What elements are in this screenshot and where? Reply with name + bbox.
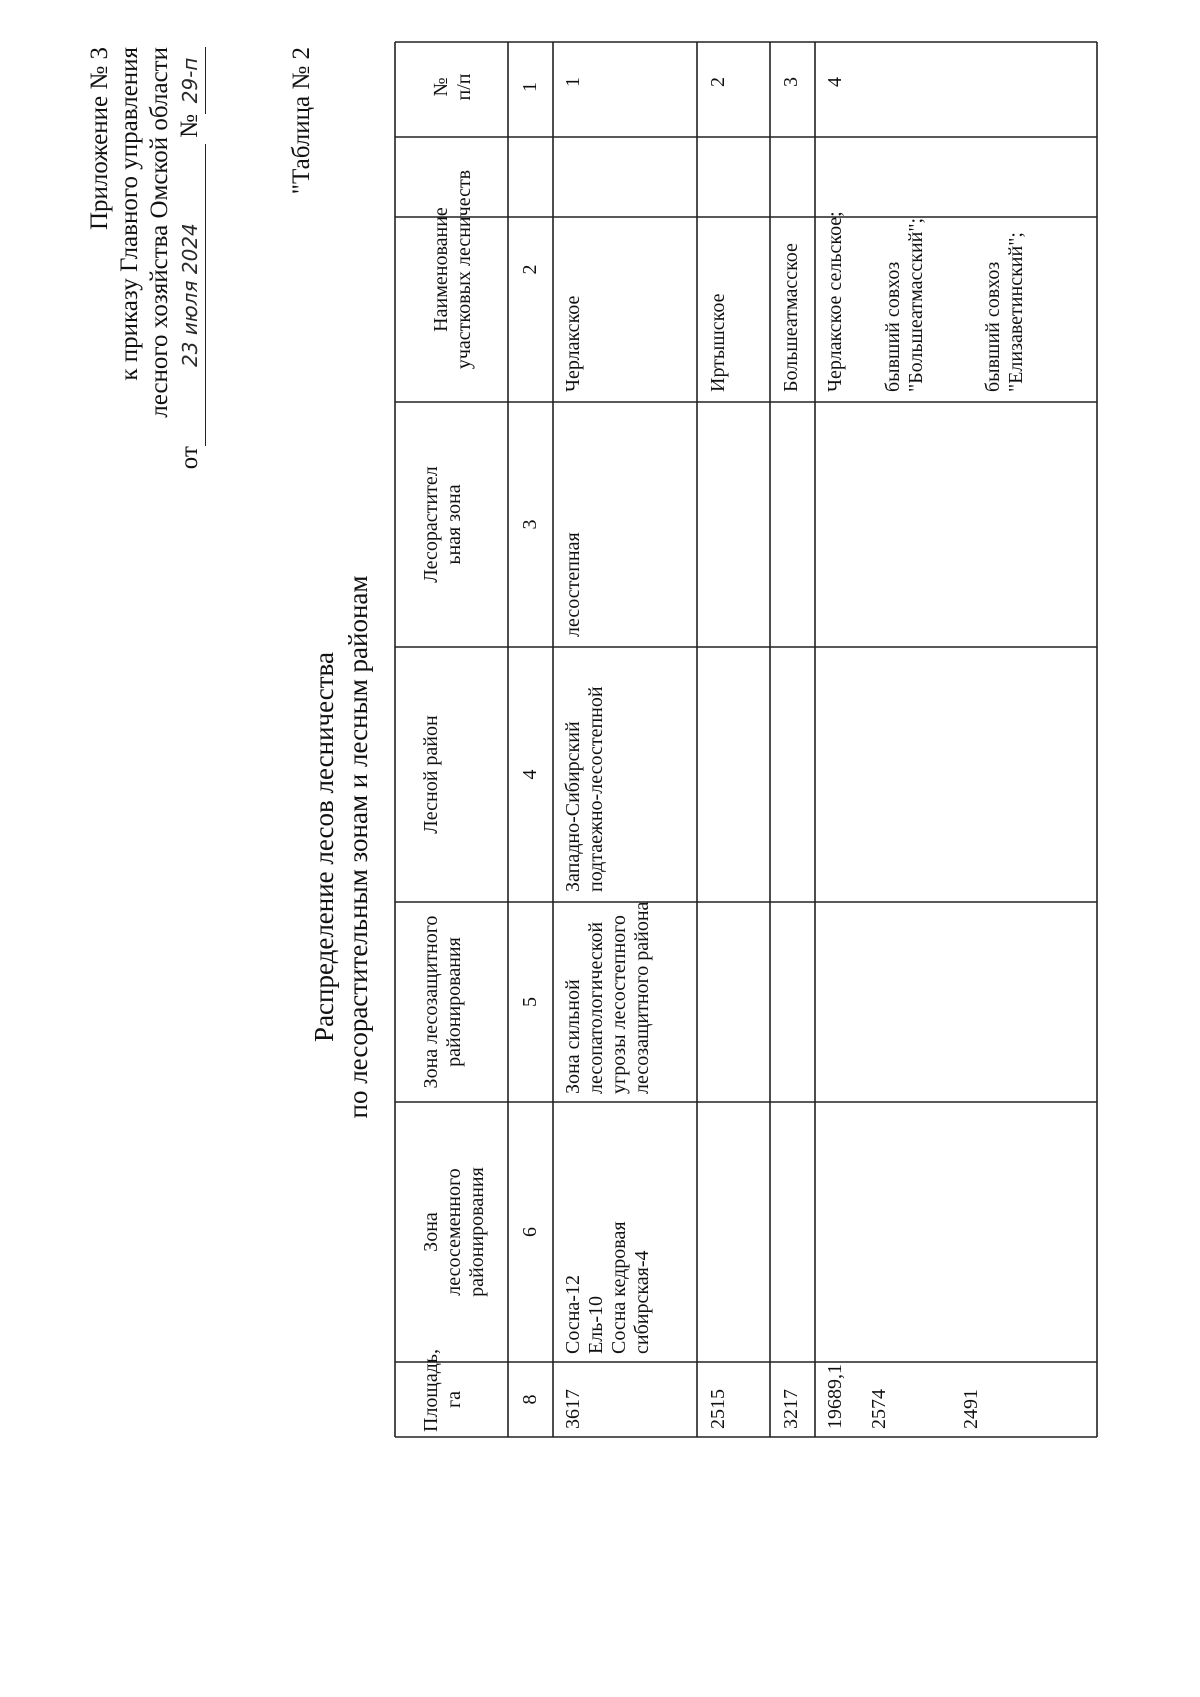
- row1-zone: лесостепная: [562, 532, 584, 637]
- header-num: № п/п: [430, 73, 475, 101]
- row4-area: 19689,1: [824, 1364, 846, 1429]
- row4-sub2-area: 2491: [960, 1389, 982, 1429]
- row4-name: Черлакское сельское;: [824, 211, 846, 392]
- handwritten-date: 23 июля 2024: [175, 144, 206, 446]
- header-seed-zone: Зона лесосеменного районирования: [420, 1167, 488, 1297]
- date-number-line: [175, 47, 206, 647]
- row1-name: Черлакское: [562, 295, 584, 392]
- handwritten-number: 29-п: [175, 47, 206, 114]
- row2-num: 2: [707, 77, 729, 87]
- row1-seed-zone: Сосна-12 Ель-10 Сосна кедровая сибирская-4: [562, 1221, 653, 1354]
- colnum-3: 3: [519, 519, 541, 530]
- row1-area: 3617: [562, 1389, 584, 1429]
- header-protect-zone: Зона лесозащитного районирования: [420, 915, 465, 1089]
- row4-sub1-name: бывший совхоз "Большеатмасский";: [882, 217, 927, 392]
- table-title: Распределение лесов лесничества: [309, 652, 339, 1042]
- number-prefix: №: [176, 114, 203, 138]
- row1-forest-district: Западно-Сибирский подтаежно-лесостепной: [562, 686, 607, 892]
- table-subtitle: по лесорастительным зонам и лесным районам: [343, 575, 373, 1119]
- colnum-8: 8: [519, 1394, 541, 1405]
- table-caption: "Таблица № 2: [288, 47, 315, 195]
- appendix-line: Приложение № 3: [86, 47, 113, 231]
- row4-sub1-area: 2574: [868, 1389, 890, 1429]
- colnum-2: 2: [519, 264, 541, 275]
- header-name: Наименование участковых лесничеств: [430, 169, 475, 370]
- row4-sub2-name: бывший совхоз "Елизаветинский";: [982, 232, 1027, 392]
- colnum-1: 1: [519, 82, 541, 92]
- ministry-line: лесного хозяйства Омской области: [146, 47, 173, 418]
- order-line: к приказу Главного управления: [116, 47, 143, 381]
- colnum-5: 5: [519, 997, 541, 1007]
- header-quarters: Площадь, га: [420, 1349, 465, 1432]
- header-zone: Лесорастител ьная зона: [420, 466, 465, 583]
- row3-num: 3: [780, 77, 802, 87]
- row4-num: 4: [824, 77, 846, 87]
- row3-area: 3217: [780, 1389, 802, 1429]
- row2-area: 2515: [707, 1389, 729, 1429]
- row2-name: Иртышское: [707, 293, 729, 392]
- header-forest-district: Лесной район: [420, 715, 442, 834]
- row3-name: Большеатмасское: [780, 243, 802, 392]
- colnum-6: 6: [519, 1227, 541, 1237]
- date-prefix: от: [176, 446, 203, 470]
- row1-protect-zone: Зона сильной лесопатологической угрозы лесостепного лесозащитного района: [562, 901, 653, 1094]
- colnum-4: 4: [519, 769, 541, 780]
- row1-num: 1: [562, 77, 584, 87]
